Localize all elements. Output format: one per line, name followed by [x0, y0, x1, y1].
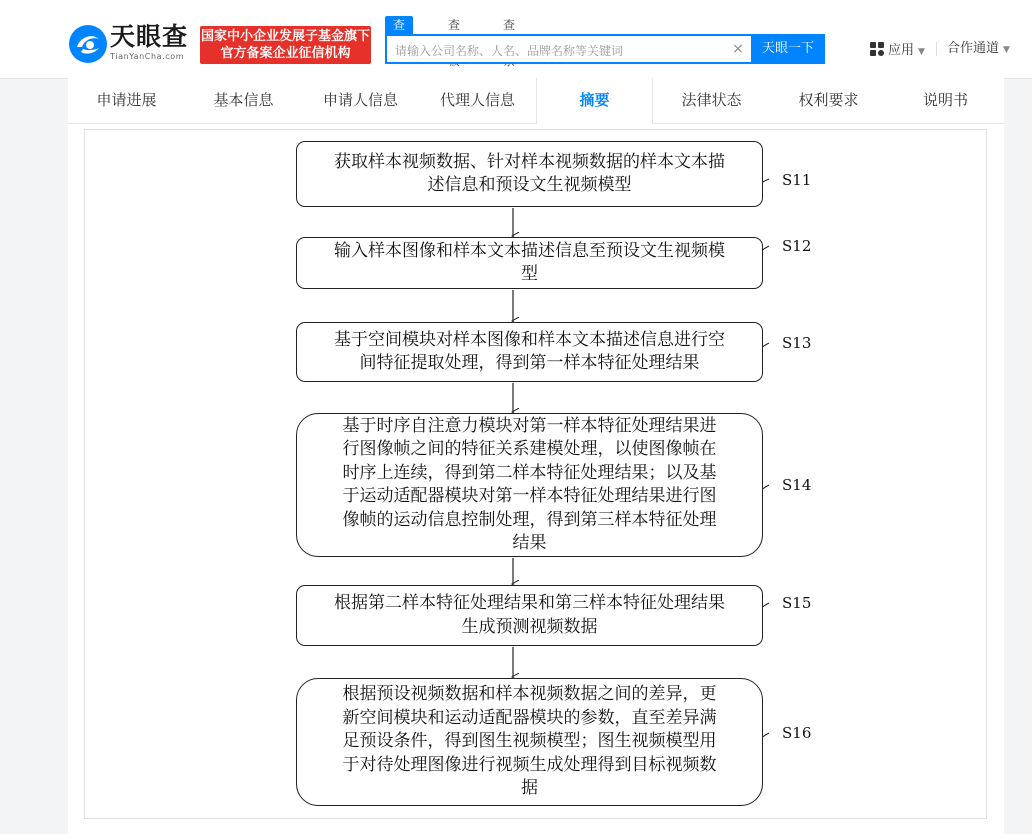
step-box-s15	[296, 585, 763, 646]
step-s14-line: 于运动适配器模块对第一样本特征处理结果进行图	[342, 486, 717, 506]
cooperation-label: 合作通道	[947, 41, 1000, 56]
step-label-s16: S16	[782, 724, 812, 742]
step-box-s11	[296, 141, 763, 207]
step-s14-line: 时序上连续，得到第二样本特征处理结果；以及基	[342, 462, 717, 483]
logo-text: 天眼查	[110, 22, 189, 51]
logo-mark-icon	[68, 24, 108, 64]
search-tab-boss[interactable]: 查	[448, 18, 461, 32]
step-s12-line: 型	[521, 264, 538, 284]
badge-line-2: 官方备案企业征信机构	[220, 46, 351, 61]
step-s14-line: 像帧的运动信息控制处理，得到第三样本特征处理	[342, 509, 717, 530]
tab-abstract[interactable]: 摘要	[536, 78, 653, 124]
tab-description[interactable]: 说明书	[922, 91, 968, 109]
step-label-s13: S13	[782, 334, 812, 352]
step-s11-line: 述信息和预设文生视频模型	[427, 175, 632, 195]
tab-agent-info[interactable]: 代理人信息	[439, 91, 515, 109]
step-s15-line: 生成预测视频数据	[461, 616, 598, 637]
search-button[interactable]: 天眼一下	[751, 34, 825, 64]
step-s12-line: 输入样本图像和样本文本描述信息至预设文生视频模	[334, 240, 725, 261]
chevron-down-icon: ▼	[1003, 45, 1010, 55]
tab-basic-info[interactable]: 基本信息	[213, 91, 274, 109]
chevron-down-icon: ▼	[918, 47, 925, 57]
cooperation-menu[interactable]	[947, 40, 1010, 59]
step-s16-line: 据	[521, 778, 538, 799]
step-s11-line: 获取样本视频数据、针对样本视频数据的样本文本描	[334, 151, 725, 172]
clear-icon[interactable]: ×	[732, 41, 744, 57]
search-tab-company[interactable]: 查	[385, 16, 413, 34]
abstract-figure	[84, 129, 987, 819]
apps-label: 应用	[888, 43, 915, 58]
search-input[interactable]	[393, 40, 727, 62]
apps-grid-icon	[870, 42, 884, 56]
step-s16-line: 足预设条件，得到图生视频模型；图生视频模型用	[342, 731, 717, 752]
tianyancha-logo[interactable]	[68, 22, 196, 66]
step-s14-line: 结果	[512, 533, 547, 553]
nav-divider	[936, 42, 937, 56]
top-header	[0, 0, 1032, 79]
badge-line-1: 国家中小企业发展子基金旗下	[200, 29, 370, 44]
step-s14-line: 行图像帧之间的特征关系建模处理，以使图像帧在	[342, 439, 717, 459]
official-badge	[200, 26, 371, 64]
step-s14-line: 基于时序自注意力模块对第一样本特征处理结果进	[342, 415, 717, 436]
step-s16-line: 新空间模块和运动适配器模块的参数，直至差异满	[342, 707, 717, 728]
step-label-s14: S14	[782, 476, 812, 494]
step-s16-line: 于对待处理图像进行视频生成处理得到目标视频数	[342, 754, 717, 775]
search-tab-relation[interactable]: 查	[503, 18, 516, 32]
step-box-s14	[296, 413, 763, 557]
tab-legal-status[interactable]: 法律状态	[681, 91, 742, 109]
logo-domain: TianYanCha.com	[110, 52, 185, 61]
tab-application-progress[interactable]: 申请进展	[96, 91, 157, 109]
patent-detail-card	[68, 78, 1004, 834]
step-s13-line: 基于空间模块对样本图像和样本文本描述信息进行空	[334, 329, 725, 350]
step-label-s15: S15	[782, 594, 812, 612]
search-box	[385, 34, 823, 64]
step-s15-line: 根据第二样本特征处理结果和第三样本特征处理结果	[334, 593, 725, 613]
flowchart	[85, 130, 986, 818]
detail-tab-bar	[68, 78, 1004, 124]
step-s16-line: 根据预设视频数据和样本视频数据之间的差异，更	[342, 684, 717, 705]
tab-applicant-info[interactable]: 申请人信息	[322, 91, 398, 109]
step-box-s13	[296, 322, 763, 382]
step-s13-line: 间特征提取处理，得到第一样本特征处理结果	[359, 353, 700, 373]
apps-menu[interactable]	[870, 40, 925, 61]
step-label-s12: S12	[782, 237, 812, 255]
step-label-s11: S11	[782, 171, 812, 189]
step-box-s16	[296, 678, 763, 806]
step-box-s12	[296, 237, 763, 289]
tab-claims[interactable]: 权利要求	[798, 91, 859, 109]
